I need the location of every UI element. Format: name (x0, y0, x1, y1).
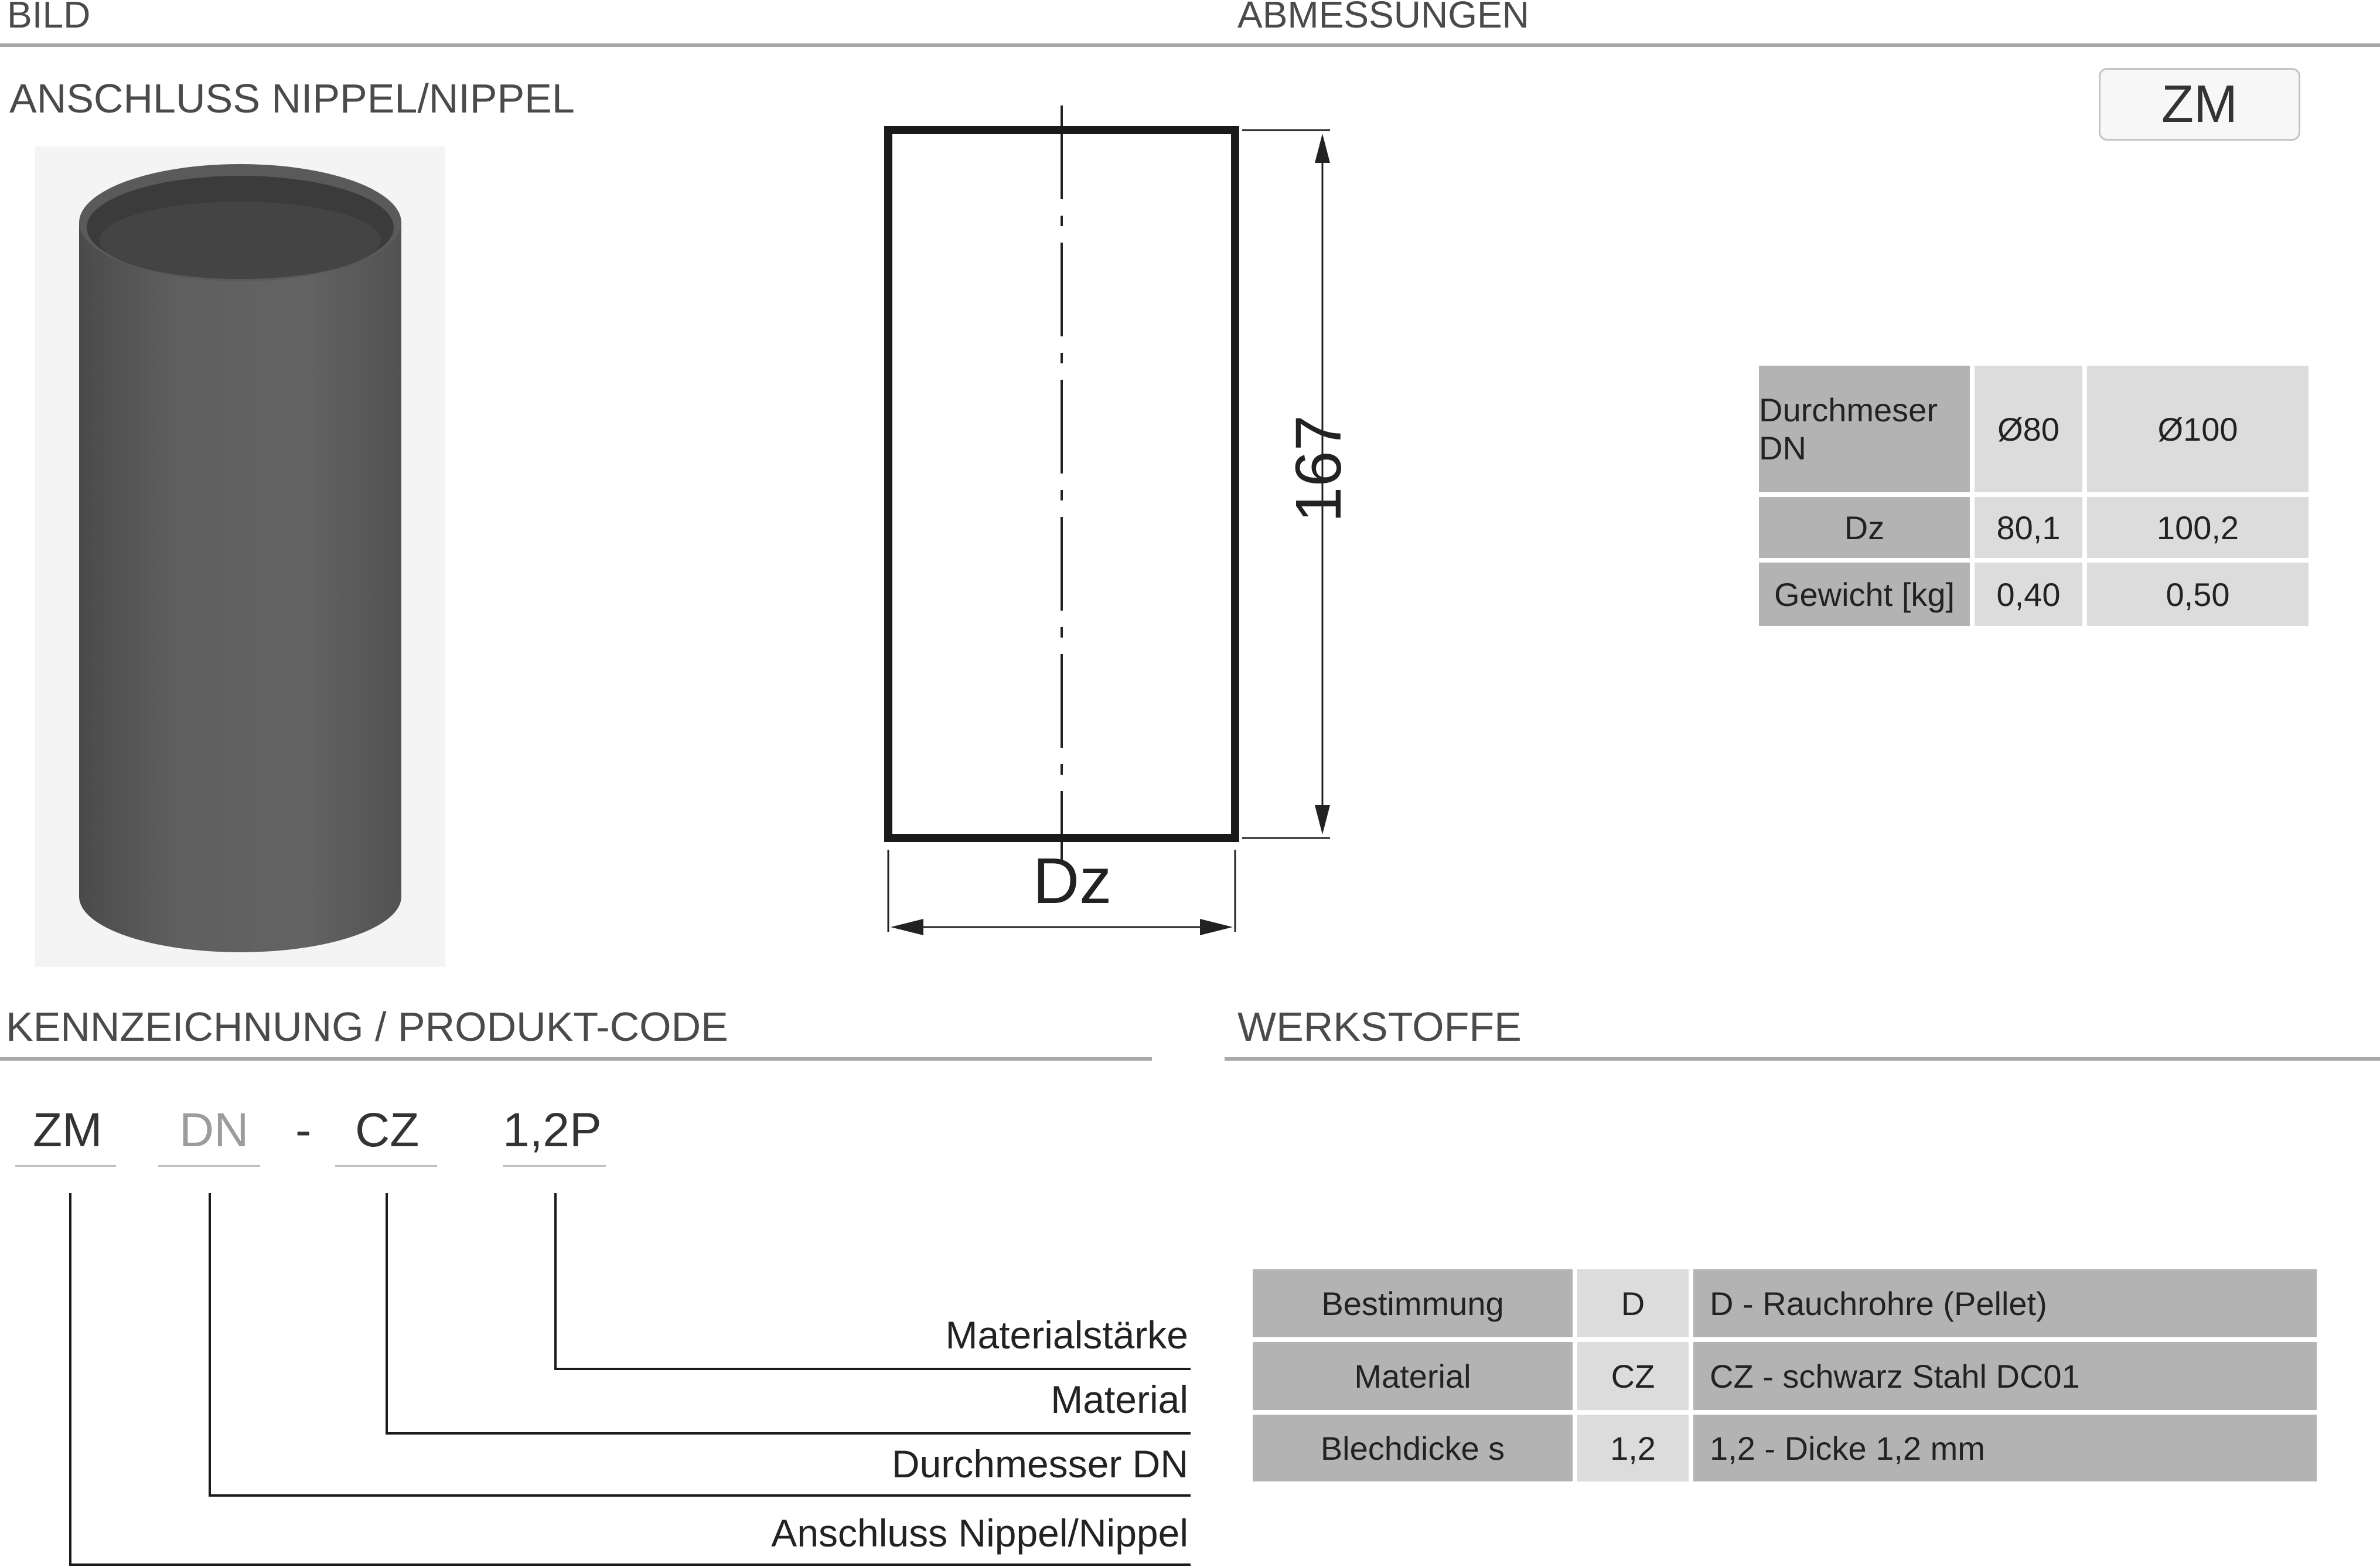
code-underline (158, 1165, 260, 1167)
dim-row-label: Gewicht [kg] (1759, 563, 1970, 626)
section-title-abmessungen: ABMESSUNGEN (1237, 0, 1529, 36)
dim-cell: 100,2 (2087, 497, 2309, 558)
mat-row-code: D (1577, 1269, 1689, 1337)
dim-header-label: Durchmeser DN (1759, 366, 1970, 492)
leader-thickness (554, 1193, 557, 1370)
dim-row-label: Dz (1759, 497, 1970, 558)
mat-row-code: CZ (1577, 1342, 1689, 1410)
leader-product (69, 1563, 1191, 1566)
section-title-kennzeichnung: KENNZEICHNUNG / PRODUKT-CODE (6, 1004, 728, 1050)
dim-cell: 80,1 (1975, 497, 2082, 558)
width-dimension-label: Dz (1032, 845, 1112, 917)
code-part-cz: CZ (355, 1103, 420, 1157)
code-underline (15, 1165, 116, 1167)
code-part-separator: - (295, 1103, 312, 1157)
code-underline (335, 1165, 437, 1167)
top-divider (0, 43, 2380, 47)
technical-drawing (867, 100, 1336, 955)
dim-cell: 0,40 (1975, 563, 2082, 626)
mat-row-code: 1,2 (1577, 1415, 1689, 1481)
mat-row-label: Material (1253, 1342, 1573, 1410)
code-part-zm: ZM (33, 1103, 103, 1157)
mat-row-label: Bestimmung (1253, 1269, 1573, 1337)
product-code-badge: ZM (2099, 68, 2300, 141)
leader-diameter (209, 1193, 211, 1497)
dim-header-dn100: Ø100 (2087, 366, 2309, 492)
legend-durchmesser: Durchmesser DN (891, 1442, 1188, 1486)
pipe-image (35, 147, 445, 967)
mat-row-desc: 1,2 - Dicke 1,2 mm (1693, 1415, 2317, 1481)
legend-material: Material (1051, 1378, 1188, 1421)
leader-diameter (209, 1494, 1191, 1497)
kennzeichnung-divider (0, 1057, 1152, 1061)
product-name: ANSCHLUSS NIPPEL/NIPPEL (9, 76, 575, 121)
legend-anschluss: Anschluss Nippel/Nippel (771, 1511, 1188, 1555)
leader-material (386, 1432, 1191, 1435)
section-title-werkstoffe: WERKSTOFFE (1237, 1004, 1522, 1050)
dim-cell: 0,50 (2087, 563, 2309, 626)
dim-header-dn80: Ø80 (1975, 366, 2082, 492)
code-part-dn: DN (179, 1103, 249, 1157)
height-dimension-label: 167 (1282, 415, 1355, 523)
legend-materialstaerke: Materialstärke (945, 1313, 1188, 1357)
leader-material (386, 1193, 388, 1435)
mat-row-label: Blechdicke s (1253, 1415, 1573, 1481)
leader-thickness (554, 1368, 1191, 1370)
mat-row-desc: CZ - schwarz Stahl DC01 (1693, 1342, 2317, 1410)
code-underline (503, 1165, 606, 1167)
code-part-thickness: 1,2P (503, 1103, 602, 1157)
werkstoffe-divider (1225, 1057, 2380, 1061)
mat-row-desc: D - Rauchrohre (Pellet) (1693, 1269, 2317, 1337)
leader-product (69, 1193, 71, 1566)
section-title-bild: BILD (7, 0, 91, 36)
